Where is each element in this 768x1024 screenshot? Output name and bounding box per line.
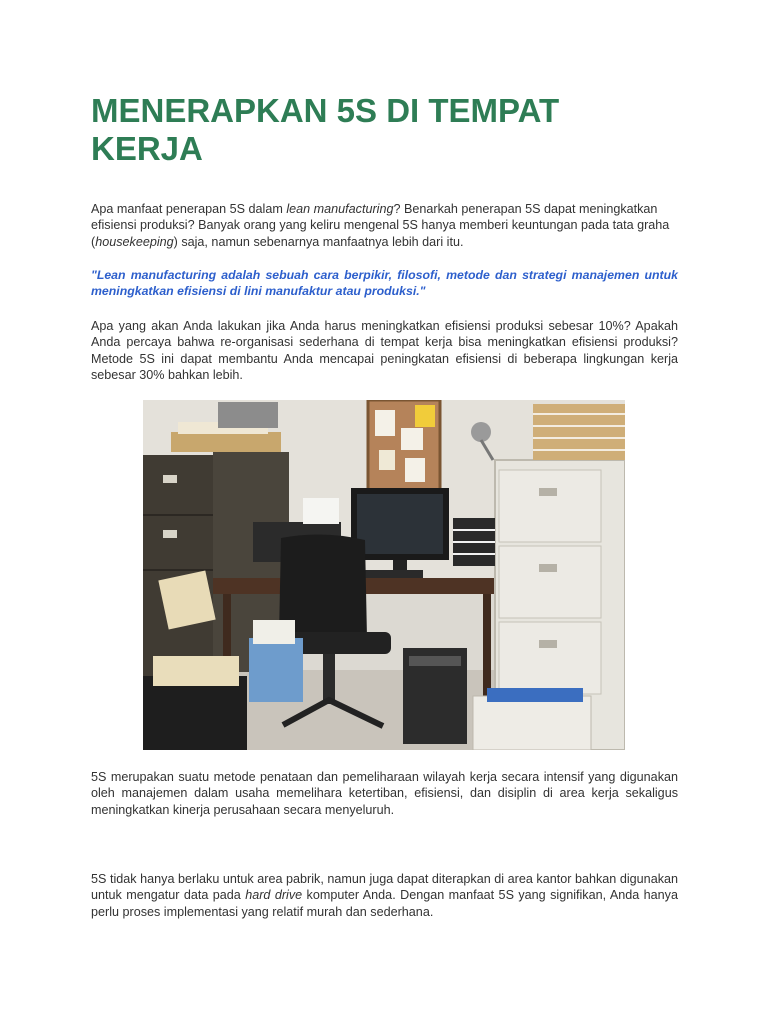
intro-emphasis-housekeeping: housekeeping (95, 234, 174, 249)
definition-paragraph: 5S merupakan suatu metode penataan dan pemeliharaan wilayah kerja secara intensif yang digunakan oleh manajemen dalam usaha memelihara ketertiban, efisiensi, dan disiplin di area kerja sekaligus meningkatkan kinerja perusahaan secara menyeluruh. (91, 770, 678, 817)
quote-paragraph: "Lean manufacturing adalah sebuah cara berpikir, filosofi, metode dan strategi manajemen untuk meningkatkan efisiensi di lini manufaktur atau produksi." (91, 268, 678, 299)
application-text-1: 5S tidak hanya berlaku untuk area pabrik, namun juga dapat diterapkan di area kantor bahkan digunakan untuk mengatur data pada (91, 872, 678, 903)
application-text-2: komputer Anda. Dengan manfaat 5S yang signifikan, Anda hanya perlu proses implementasi yang relatif murah dan sederhana. (91, 888, 678, 919)
application-emphasis-hard-drive: hard drive (245, 888, 303, 903)
efficiency-paragraph: Apa yang akan Anda lakukan jika Anda harus meningkatkan efisiensi produksi sebesar 10%? Apakah Anda percaya bahwa re-organisasi sederhana di tempat kerja bisa meningkatkan efisiensi produksi? Metode 5S ini dapat membantu Anda mencapai peningkatan efisiensi di beberapa lingkungan kerja sebesar 30% bahkan lebih. (91, 319, 678, 383)
intro-text-3: ) saja, namun sebenarnya manfaatnya lebih dari itu. (173, 234, 464, 249)
intro-text-2: ? Benarkah penerapan 5S dapat meningkatkan efisiensi produksi? Banyak orang yang keliru mengenal 5S hanya memberi keuntungan pada tata graha ( (91, 202, 670, 249)
intro-text-1: Apa manfaat penerapan 5S dalam (91, 202, 287, 216)
page-title: MENERAPKAN 5S DI TEMPAT KERJA (91, 92, 560, 167)
intro-paragraph (91, 201, 678, 250)
application-paragraph (91, 871, 678, 920)
messy-office-photo (143, 400, 625, 750)
intro-emphasis-lean: lean manufacturing (286, 202, 394, 216)
